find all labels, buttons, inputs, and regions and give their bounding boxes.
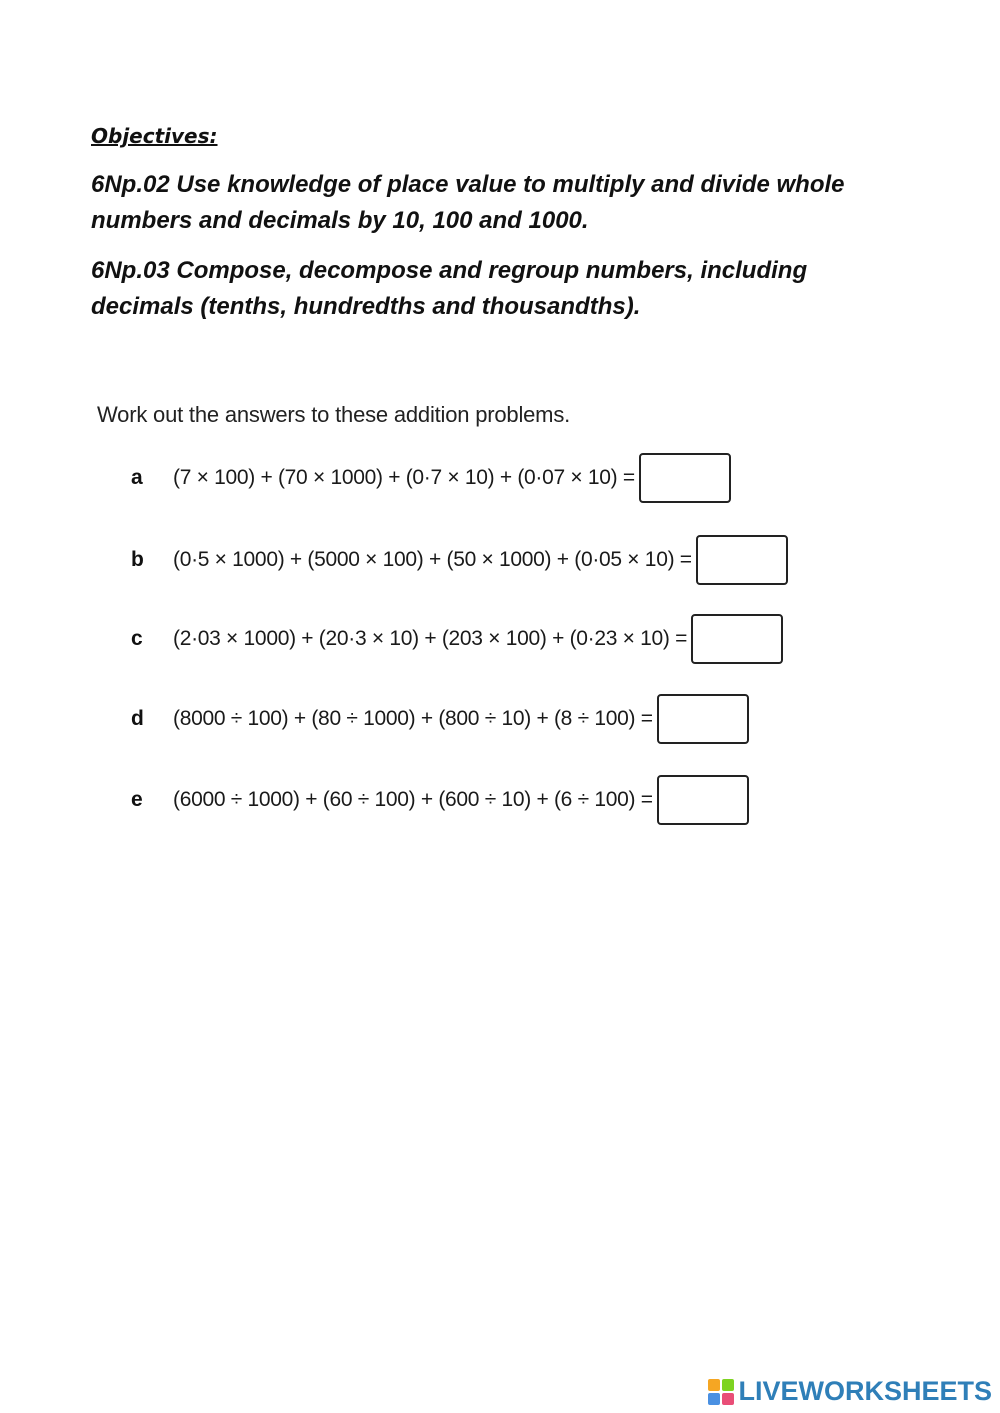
problem-letter: e bbox=[131, 788, 143, 811]
answer-box-c[interactable] bbox=[691, 614, 783, 664]
objectives-heading: Objectives: bbox=[91, 124, 218, 148]
brand-text: LIVEWORKSHEETS bbox=[738, 1376, 992, 1406]
problem-a bbox=[131, 448, 731, 508]
problem-letter: d bbox=[131, 707, 144, 730]
liveworksheets-logo-icon bbox=[708, 1379, 734, 1405]
liveworksheets-brand bbox=[708, 1376, 992, 1407]
problem-letter: c bbox=[131, 627, 143, 650]
answer-box-d[interactable] bbox=[657, 694, 749, 744]
problem-expression: (2·03 × 1000) + (20·3 × 10) + (203 × 100) + (0·23 × 10) = bbox=[173, 627, 688, 650]
problem-letter: a bbox=[131, 466, 143, 489]
instructions: Work out the answers to these addition problems. bbox=[97, 402, 571, 427]
problem-expression: (6000 ÷ 1000) + (60 ÷ 100) + (600 ÷ 10) + (6 ÷ 100) = bbox=[173, 788, 653, 811]
objective-6np02: 6Np.02 Use knowledge of place value to multiply and divide whole numbers and decimals by 10, 100 and 1000. bbox=[91, 171, 845, 234]
answer-box-b[interactable] bbox=[696, 535, 788, 585]
problem-expression: (0·5 × 1000) + (5000 × 100) + (50 × 1000) + (0·05 × 10) = bbox=[173, 548, 692, 571]
objective-6np03: 6Np.03 Compose, decompose and regroup numbers, including decimals (tenths, hundredths and thousandths). bbox=[91, 257, 808, 320]
problem-c bbox=[131, 609, 783, 669]
problem-expression: (7 × 100) + (70 × 1000) + (0·7 × 10) + (0·07 × 10) = bbox=[173, 466, 635, 489]
problem-b bbox=[131, 530, 788, 590]
problem-e bbox=[131, 770, 749, 830]
problem-d bbox=[131, 689, 749, 749]
answer-box-e[interactable] bbox=[657, 775, 749, 825]
answer-box-a[interactable] bbox=[639, 453, 731, 503]
problem-letter: b bbox=[131, 548, 144, 571]
problem-expression: (8000 ÷ 100) + (80 ÷ 1000) + (800 ÷ 10) + (8 ÷ 100) = bbox=[173, 707, 653, 730]
